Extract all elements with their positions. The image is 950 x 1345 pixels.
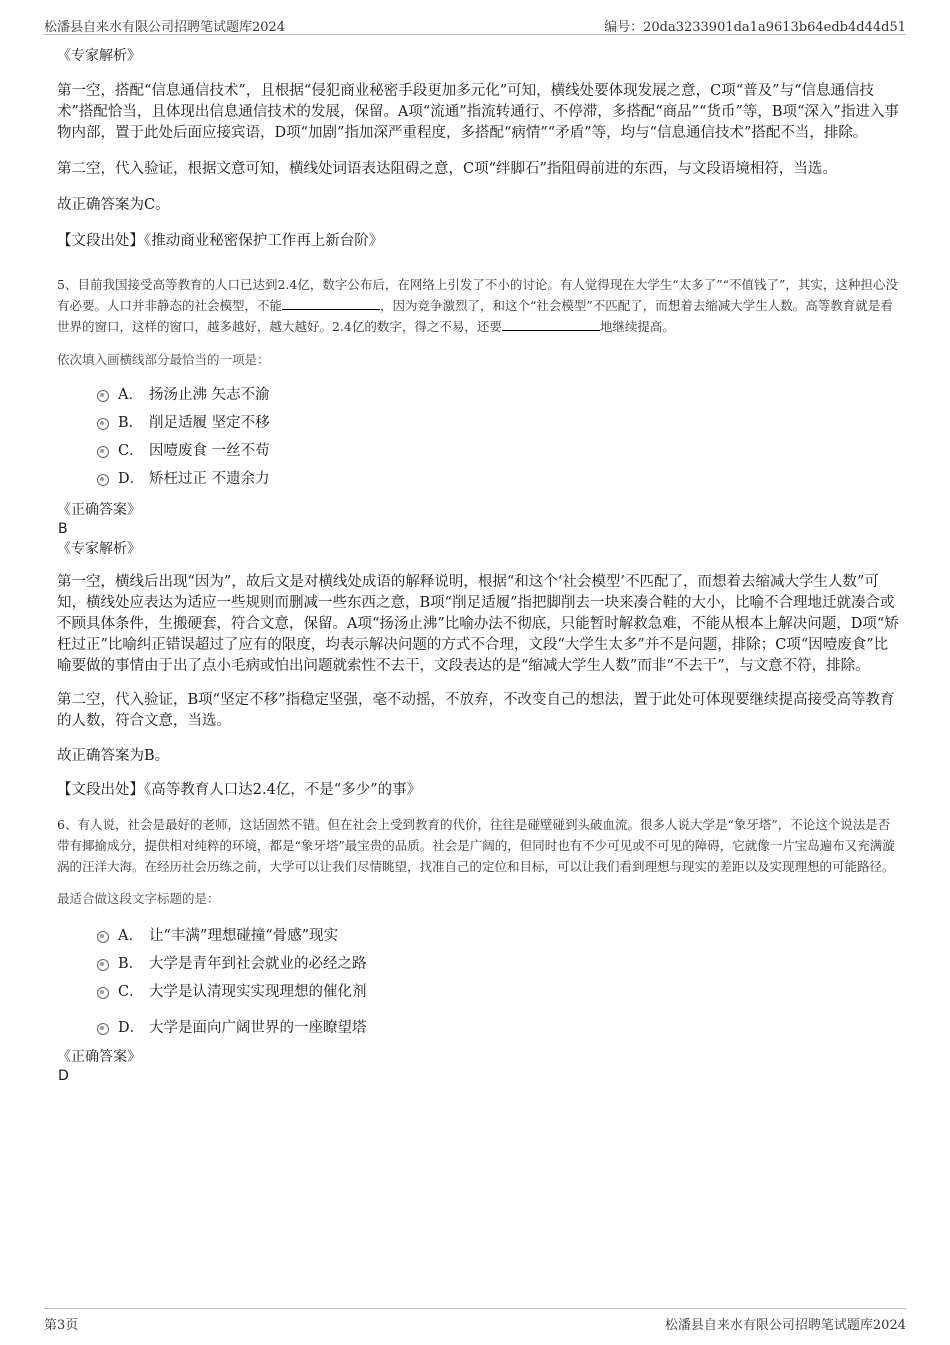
option-text: 扬汤止沸 矢志不渝 [149,387,270,403]
q4-analysis-para-1: 第一空，搭配“信息通信技术”，且根据“侵犯商业秘密手段更加多元化”可知，横线处要体现发展之意，C项“普及”与“信息通信技术”搭配恰当，且体现出信息通信技术的发展，保留。A项“流通”指流转通行、不停滞，多搭配“商品”“货币”等，B项“深入”指进入事物内部，置于此处后面应接宾语，D项“加剧”指加深严重程度，多搭配“病情”“矛盾”等，均与“信息通信技术”搭配不当，排除。 [57,83,899,141]
option-text: 大学是认清现实实现理想的催化剂 [149,984,367,1000]
q4-source: 【文段出处】《推动商业秘密保护工作再上新台阶》 [57,233,384,249]
q6-answer: D [58,1068,69,1084]
q6-options [57,925,899,1045]
q5-blank-2 [502,319,600,331]
option-text: 矫枉过正 不遗余力 [149,471,270,487]
option-letter: D． [118,471,145,487]
q5-answer-label: 《正确答案》 [57,502,141,518]
q5-option-a[interactable] [97,384,899,412]
footer-title: 松潘县自来水有限公司招聘笔试题库2024 [664,1318,906,1333]
q6-stem: 6、有人说，社会是最好的老师，这话固然不错。但在社会上受到教育的代价，往往是碰壁碰到头破血流。很多人说大学是“象牙塔”，不论这个说法是否带有揶揄成分，提供相对纯粹的环境，都是“象牙塔”最宝贵的品质。社会是广阔的，但同时也有不少可见或不可见的障碍，它就像一片宝岛遍布又充满漩涡的汪洋大海。在经历社会历练之前，大学可以让我们尽情眺望，找准自己的定位和目标，可以让我们看到理想与现实的差距以及实现理想的可能路径。 [57,817,895,874]
page-footer [44,1308,906,1333]
option-text: 大学是面向广阔世界的一座瞭望塔 [149,1020,367,1036]
radio-icon[interactable] [97,446,109,458]
radio-icon[interactable] [97,418,109,430]
option-text: 大学是青年到社会就业的必经之路 [149,956,367,972]
q4-conclusion: 故正确答案为C。 [57,197,170,213]
radio-icon[interactable] [97,1023,109,1035]
q6-prompt: 最适合做这段文字标题的是： [57,891,220,906]
radio-icon[interactable] [97,474,109,486]
q5-analysis-para-2: 第二空，代入验证，B项“坚定不移”指稳定坚强，毫不动摇，不放弃，不改变自己的想法，置于此处可体现要继续提高接受高等教育的人数，符合文意，当选。 [57,692,895,729]
q5-options [57,384,899,496]
q5-stem-part-1: 5、目前我国接受高等教育的人口已达到2.4亿，数字公布后，在网络上引发了不小的讨论。有人觉得现在大学生“太多了”“不值钱了”，其实，这种担心没有必要。人口并非静态的社会模型，不能 [57,277,898,313]
q6-option-b[interactable] [97,953,899,981]
q5-conclusion: 故正确答案为B。 [57,748,170,764]
q6-option-d[interactable] [97,1017,899,1045]
q5-answer: B [58,521,68,537]
option-letter: B． [118,956,144,972]
q5-stem-part-3: 地继续提高。 [599,319,675,334]
q5-stem-part-2: ，因为竞争激烈了，和这个“社会模型”不匹配了，而想着去缩减大学生人数。高等教育就是看世界的窗口，这样的窗口，越多越好，越大越好。2.4亿的数字，得之不易，还要 [57,298,893,334]
header-title: 松潘县自来水有限公司招聘笔试题库2024 [44,20,286,35]
q4-analysis-label: 《专家解析》 [57,48,141,64]
page-number: 第3页 [44,1318,79,1333]
q5-stem [57,274,899,337]
option-text: 削足适履 坚定不移 [149,415,270,431]
q6-answer-label: 《正确答案》 [57,1049,141,1065]
q5-prompt: 依次填入画横线部分最恰当的一项是： [57,352,270,367]
option-letter: D． [118,1020,145,1036]
option-letter: C． [118,443,144,459]
q6-option-c[interactable] [97,981,899,1017]
q5-option-c[interactable] [97,440,899,468]
q5-option-d[interactable] [97,468,899,496]
document-id: 编号：20da3233901da1a9613b64edb4d44d51 [604,20,906,35]
option-letter: A． [118,928,143,944]
option-letter: A． [118,387,143,403]
radio-icon[interactable] [97,390,109,402]
q5-option-b[interactable] [97,412,899,440]
page-header [44,14,906,35]
page-content [57,46,899,1086]
radio-icon[interactable] [97,959,109,971]
q5-source: 【文段出处】《高等教育人口达2.4亿，不是“多少”的事》 [57,782,422,798]
option-letter: C． [118,984,144,1000]
radio-icon[interactable] [97,987,109,999]
radio-icon[interactable] [97,931,109,943]
option-letter: B． [118,415,144,431]
q6-option-a[interactable] [97,925,899,953]
option-text: 因噎废食 一丝不苟 [149,443,270,459]
q5-analysis-para-1: 第一空，横线后出现“因为”，故后文是对横线处成语的解释说明，根据“和这个‘社会模型’不匹配了，而想着去缩减大学生人数”可知，横线处应表达为适应一些规则而删减一些东西之意，B项“削足适履”指把脚削去一块来凑合鞋的大小，比喻不合理地迁就凑合或不顾具体条件，生搬硬套，符合文意，保留。A项“扬汤止沸”比喻办法不彻底，只能暂时解救急难，不能从根本上解决问题，D项“矫枉过正”比喻纠正错误超过了应有的限度，均表示解决问题的方式不合理，文段“大学生太多”并不是问题，排除；C项“因噎废食”比喻要做的事情由于出了点小毛病或怕出问题就索性不去干，文段表达的是“缩减大学生人数”而非“不去干”，与文意不符，排除。 [57,574,899,674]
option-text: 让“丰满”理想碰撞“骨感”现实 [149,928,339,944]
q5-blank-1 [282,298,380,310]
q5-analysis-label: 《专家解析》 [57,541,141,557]
q4-analysis-para-2: 第二空，代入验证，根据文意可知，横线处词语表达阻碍之意，C项“绊脚石”指阻碍前进的东西，与文段语境相符，当选。 [57,161,837,177]
